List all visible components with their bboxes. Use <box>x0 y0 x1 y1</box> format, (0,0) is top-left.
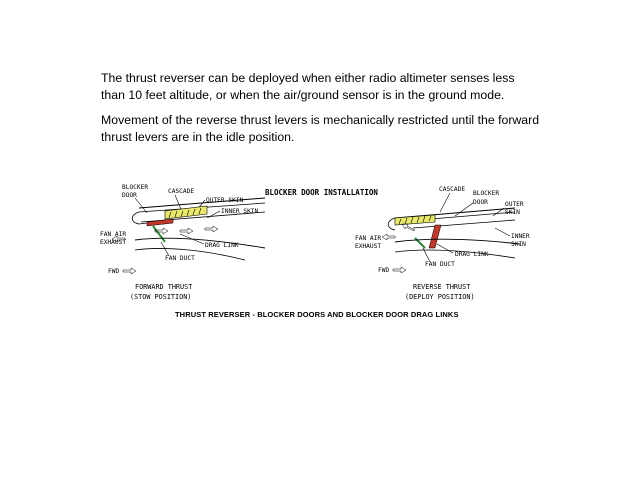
label-skin2-r: SKIN <box>511 241 526 248</box>
reverse-thrust-title: REVERSE THRUST <box>413 283 471 291</box>
label-inner-r: INNER <box>511 233 530 240</box>
label-exhaust: EXHAUST <box>100 239 127 246</box>
label-fan-duct: FAN DUCT <box>165 255 195 262</box>
deploy-position-title: (DEPLOY POSITION) <box>405 293 475 301</box>
figure-caption: THRUST REVERSER - BLOCKER DOORS AND BLOCKER DOOR DRAG LINKS <box>175 310 459 319</box>
label-blocker-r: BLOCKER <box>473 190 500 197</box>
forward-thrust-drawing <box>100 184 265 301</box>
label-blocker: BLOCKER <box>122 184 149 191</box>
label-cascade-r: CASCADE <box>439 186 466 193</box>
paragraph-deploy-conditions: The thrust reverser can be deployed when either radio altimeter senses less than 10 feet altitude, or when the air/ground sensor is in the ground mode. <box>101 71 515 102</box>
label-fan-duct-r: FAN DUCT <box>425 261 455 268</box>
label-door: DOOR <box>122 192 137 199</box>
label-fwd: FWD <box>108 268 120 275</box>
label-outer-r: OUTER <box>505 201 524 208</box>
label-drag-link-r: DRAG LINK <box>455 251 489 258</box>
label-door-r: DOOR <box>473 199 488 206</box>
paragraph-lever-restriction: Movement of the reverse thrust levers is mechanically restricted until the forward thrust levers are in the idle position. <box>101 113 540 144</box>
label-skin-r: SKIN <box>505 209 520 216</box>
stow-position-title: (STOW POSITION) <box>130 293 192 301</box>
forward-thrust-title: FORWARD THRUST <box>135 283 193 291</box>
label-exhaust-r: EXHAUST <box>355 243 382 250</box>
label-fan-air-r: FAN AIR <box>355 235 382 242</box>
reverse-thrust-drawing <box>355 186 530 301</box>
label-inner-skin: INNER SKIN <box>221 208 259 215</box>
label-drag-link: DRAG LINK <box>205 242 239 249</box>
figure-title: BLOCKER DOOR INSTALLATION <box>265 188 378 197</box>
label-outer-skin: OUTER SKIN <box>206 197 244 204</box>
label-fwd-r: FWD <box>378 267 390 274</box>
label-cascade: CASCADE <box>168 188 195 195</box>
blocker-door-diagram <box>95 178 545 308</box>
label-fan-air: FAN AIR <box>100 231 127 238</box>
